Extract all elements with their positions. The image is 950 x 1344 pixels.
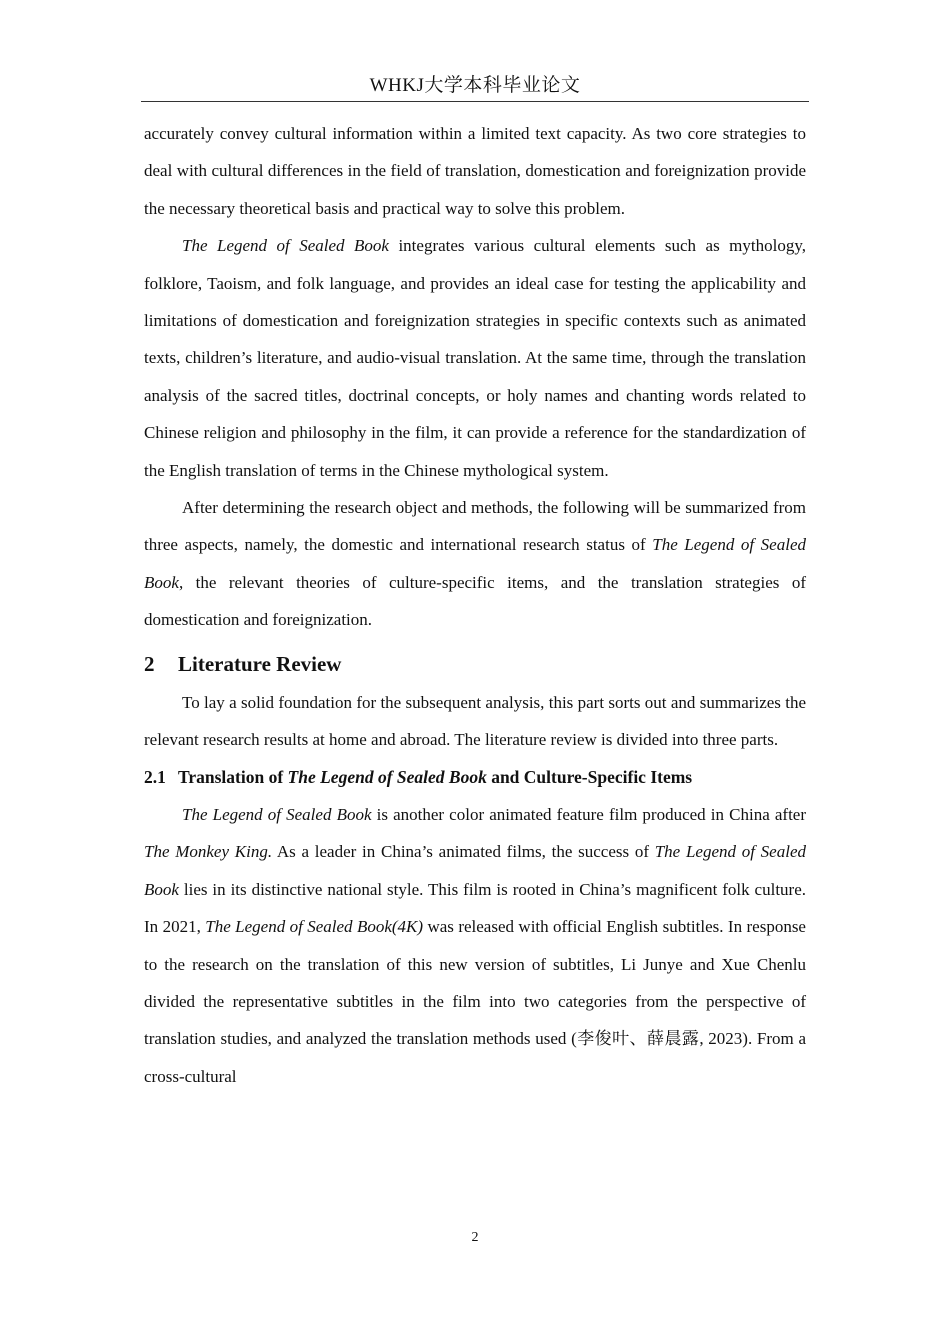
page-body	[144, 115, 806, 1095]
paragraph-text: integrates various cultural elements such as mythology, folklore, Taoism, and folk language, and provides an ideal case for testing the applicability and limitations of domestication and foreignization strategies in specific contexts such as animated texts, children’s literature, and audio-visual translation. At the same time, through the translation analysis of the sacred titles, doctrinal concepts, or holy names and chanting words related to Chinese religion and philosophy in the film, it can provide a reference for the standardization of the English translation of terms in the Chinese mythological system.	[144, 236, 806, 480]
paragraph	[144, 489, 806, 639]
film-title: The Legend of Sealed Book	[287, 766, 487, 787]
film-title: The Legend of Sealed Book	[182, 236, 389, 256]
paragraph-continued: accurately convey cultural information within a limited text capacity. As two core strategies to deal with cultural differences in the field of translation, domestication and foreignization provide the necessary theoretical basis and practical way to solve this problem.	[144, 124, 806, 218]
paragraph	[144, 796, 806, 1095]
subsection-title: and Culture-Specific Items	[486, 766, 693, 787]
paragraph-text: is another color animated feature film produced in China after	[371, 804, 806, 824]
paragraph: To lay a solid foundation for the subsequent analysis, this part sorts out and summarizes the relevant research results at home and abroad. The literature review is divided into three parts.	[144, 692, 806, 750]
page-number: 2	[471, 1230, 479, 1245]
section-title: Literature Review	[178, 651, 342, 676]
subsection-heading	[144, 759, 806, 796]
paragraph-text: After determining the research object and methods, the following will be summarized from three aspects, namely, the domestic and international research status of	[144, 498, 806, 555]
section-heading	[144, 644, 806, 684]
header-divider	[141, 101, 809, 102]
subsection-number: 2.1	[144, 766, 166, 787]
film-title: The Monkey King.	[144, 842, 273, 862]
film-title: The Legend of Sealed Book	[144, 535, 807, 592]
paragraph-text: , the relevant theories of culture-specific items, and the translation strategies of domestication and foreignization.	[144, 572, 806, 630]
film-title: The Legend of Sealed Book(4K)	[205, 917, 424, 937]
paragraph-text: lies in its distinctive national style. This film is rooted in China’s magnificent folk culture. In 2021,	[144, 879, 806, 937]
running-header: WHKJ大学本科毕业论文	[369, 75, 581, 96]
paragraph-text: was released with official English subtitles. In response to the research on the translation of this new version of subtitles, Li Junye and Xue Chenlu divided the representative subtitles in the film into two categories from the perspective of translation studies, and analyzed the translation methods used (李俊叶、薛晨露, 2023). From a cross-cultural	[144, 917, 806, 1086]
paragraph	[144, 227, 806, 489]
film-title: The Legend of Sealed Book	[144, 842, 806, 899]
film-title: The Legend of Sealed Book	[182, 804, 372, 824]
paragraph-text: As a leader in China’s animated films, the success of	[272, 842, 655, 862]
section-number: 2	[144, 651, 155, 676]
subsection-title: Translation of	[178, 766, 288, 787]
